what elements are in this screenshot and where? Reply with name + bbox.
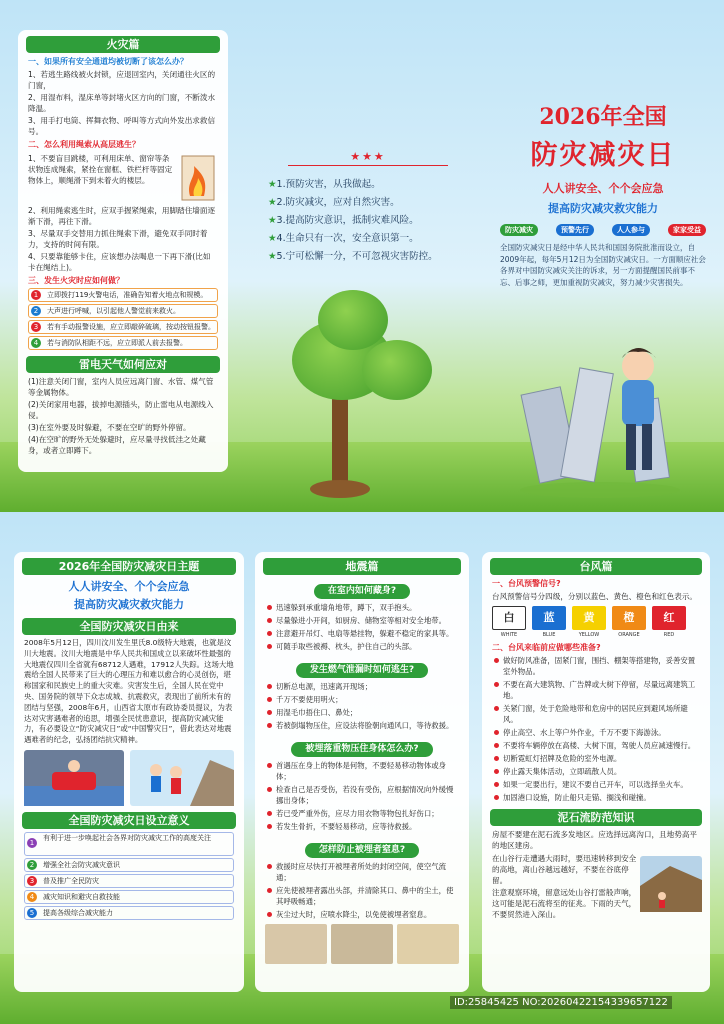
typhoon-signal-en: RED	[663, 632, 675, 638]
typhoon-signal	[612, 606, 646, 638]
meaning-item	[24, 890, 234, 904]
number-badge: 3	[27, 876, 37, 886]
quake-s4: 怎样防止被埋者窒息?	[305, 843, 419, 858]
quake-s4-item: 应先使被埋者露出头部，并清除其口、鼻中的尘土，使其呼吸畅通；	[267, 885, 457, 907]
typhoon-panel	[482, 552, 710, 992]
meaning-item	[24, 874, 234, 888]
origin-panel	[14, 552, 244, 992]
quake-title: 地震篇	[263, 558, 461, 575]
typhoon-signal	[652, 606, 686, 638]
quake-illustrations	[265, 924, 459, 964]
fire-q1-item: 2、用湿布料，湿床单等封堵火区方向的门窗，不断泼水降温。	[28, 93, 216, 113]
typhoon-q2-item: 如果一定要出行，建议不要自己开车，可以选择坐火车。	[494, 779, 698, 790]
quake-s3-wrap	[255, 736, 469, 757]
fire-q1-item: 1、若逃生路线被火封锁，应退回室内，关闭通往火区的门窗，	[28, 70, 216, 90]
cover-sub1: 人人讲安全、个个会应急	[542, 182, 664, 195]
typhoon-signal	[492, 606, 526, 638]
typhoon-q2-item: 加固港口设施，防止船只走锚、搁浅和碰撞。	[494, 792, 698, 803]
typhoon-q2-item: 切断霓虹灯招牌及危险的室外电源。	[494, 753, 698, 764]
fire-q3-text: 若有手动报警设施，应立即敲碎破璃，按动按钮报警。	[47, 323, 215, 331]
tree-crown	[318, 290, 388, 350]
quake-s3-item: 若已受严重外伤，应尽力用衣物等物包扎好伤口；	[267, 808, 457, 819]
typhoon-q2-item: 不要在高大建筑物、广告牌或大树下停留，尽量远离建筑工地。	[494, 679, 698, 701]
meaning-item	[24, 858, 234, 872]
typhoon-signal-en: WHITE	[500, 632, 518, 638]
cover-year-title: 2026年全国	[539, 104, 667, 130]
number-badge: 2	[27, 860, 37, 870]
typhoon-q2-item: 停止高空、水上等户外作业，千万不要下海游泳。	[494, 727, 698, 738]
origin-illustrations	[24, 750, 234, 806]
earthquake-kids-illustration	[130, 750, 234, 806]
typhoon-signal-en: ORANGE	[618, 632, 640, 638]
thunder-item: (1)注意关闭门窗，室内人员应远离门窗、水管、煤气管等金属物体。	[28, 377, 214, 397]
typhoon-signal-en: BLUE	[542, 632, 556, 638]
slogan-item	[268, 176, 468, 194]
thunder-item: (3)在室外要及时躲避，不要在空旷的野外停留。	[28, 423, 191, 432]
quake-s1-item: 迅速躲到承重墙角地带，蹲下，双手抱头。	[267, 602, 457, 613]
thunder-item: (4)在空旷的野外无处躲避时，应尽量寻找低洼之处藏身，或者立即蹲下。	[28, 435, 206, 455]
mudslide-text: 在山谷行走遭遇大雨时，要迅速转移到安全的高地，离山谷越远越好，不要在谷底停留。	[492, 854, 637, 885]
fire-q2-item: 4、只要靠能够卡住，应该想办法喝息一下再下滑(比如卡在绳结上)。	[28, 252, 211, 272]
cover-main-title: 防灾减灾日	[530, 140, 676, 171]
fire-q1-item: 3、用手打电筒、挥舞衣物、呼叫等方式向外发出求救信号。	[28, 116, 216, 136]
quake-s1-item: 注意避开吊灯、电扇等悬挂物，躲避不稳定的家具等。	[267, 628, 457, 639]
star-icon: ★	[268, 233, 277, 244]
quake-s1-item: 尽量躲进小开间，如厨房、储物室等相对安全地带。	[267, 615, 457, 626]
fire-q3-item	[28, 288, 218, 302]
quake-s1-item: 可随手取些被褥、枕头，护住自己的头部。	[267, 641, 457, 652]
cover-tag: 人人参与	[612, 224, 650, 236]
quake-s4-wrap	[255, 837, 469, 858]
quake-s2-item: 切断总电源，迅速离开现场；	[267, 681, 457, 692]
slogan-item	[268, 248, 468, 266]
slogan-text: 1.预防灾害，从我做起。	[276, 179, 381, 190]
star-icon: ★	[268, 179, 277, 190]
typhoon-q1-text: 台风预警信号分四级，分别以蓝色、黄色、橙色和红色表示。	[492, 592, 698, 601]
slogan-list	[268, 176, 468, 266]
quake-s3-item: 首遇压在身上的物体是何物，不要轻易移动物体或身体；	[267, 760, 457, 782]
cover-tags	[500, 224, 706, 236]
fire-q2: 二、怎么利用绳索从高层逃生？	[28, 140, 140, 149]
typhoon-q1: 一、台风预警信号?	[492, 579, 561, 588]
typhoon-signal-en: YELLOW	[578, 632, 600, 638]
typhoon-signal-label: 红	[652, 606, 686, 630]
slogan-item	[268, 212, 468, 230]
cover-sub2: 提高防灾减灾救灾能力	[548, 202, 658, 215]
quake-scene-3	[397, 924, 459, 964]
origin-text: 2008年5月12日，四川汶川发生里氏8.0级特大地震，也就是汶川大地震。汶川大地震是中华人民共和国成立以来破坏性最强的大地震仅四川全省就有68712人遇难，17912人失踪。这场大地震给全国人民带来了巨大的心理压力和难以愈合的心灵创伤，堪称国家和民族史上的重大灾难。灾害发生后，全国人民在党中央、国务院的领导下众志成城、抗震救灾，表现出了前所未有的团结与坚强，2008年6月，山西省太原市有政协委员提议，为表达对灾害遇难者的追思，增强全民忧患意识，提高防灾减灾能力，有必要设立“防灾减灾日”或“中国警灾日”，借此表达对地震遇难者的纪念，弘扬团结抗灾精神。	[24, 638, 234, 745]
meaning-text: 普及推广全民防灾	[43, 876, 99, 885]
typhoon-q2-item: 关紧门窗，处于危险地带和危房中的居民应到避风场所避风。	[494, 703, 698, 725]
quake-s2-item: 千万不要使用明火；	[267, 694, 457, 705]
number-badge: 3	[31, 322, 41, 332]
theme-title: 2026年全国防灾减灾日主题	[22, 558, 236, 575]
fire-q2-item: 1、不要盲目跳楼，可利用床单、窗帘等条状物连成绳索，紧拴在窗框、铁栏杆等固定物体上，顺绳滑下到未着火的楼层。	[28, 154, 173, 185]
quake-s3-item: 检查自己是否受伤，若没有受伤，应根据情况向外缓慢挪出身体；	[267, 784, 457, 806]
theme-line1: 人人讲安全、个个会应急	[68, 580, 190, 593]
quake-panel	[255, 552, 469, 992]
typhoon-signal-label: 黄	[572, 606, 606, 630]
fire-q1: 一、如果所有安全通道均被切断了该怎么办？	[28, 57, 188, 66]
number-badge: 4	[27, 892, 37, 902]
fire-q3-text: 立即拨打119火警电话，准确告知着火地点和规模。	[47, 291, 208, 299]
star-icon: ★	[268, 251, 277, 262]
slogan-stars: ★★★	[350, 150, 386, 163]
mudslide-illustration	[640, 856, 702, 912]
quake-s3: 被埋落重物压住身体怎么办?	[291, 742, 432, 757]
fire-q3-item	[28, 336, 218, 350]
slogan-text: 4.生命只有一次，安全意识第一。	[276, 233, 419, 244]
typhoon-signal	[572, 606, 606, 638]
slogan-panel	[268, 150, 468, 266]
fire-q3: 三、发生火灾时应如何做？	[28, 276, 124, 285]
cover-panel	[496, 100, 710, 288]
meaning-item	[24, 906, 234, 920]
fire-q3-text: 大声进行呼喊，以引起他人警觉前来救火。	[47, 307, 180, 315]
number-badge: 1	[31, 290, 41, 300]
meaning-item	[24, 832, 234, 856]
number-badge: 2	[31, 306, 41, 316]
quake-s1: 在室内如何藏身?	[314, 584, 410, 599]
quake-s4-item: 灰尘过大时，应喷水降尘，以免使被埋者窒息。	[267, 909, 457, 920]
tree-soil	[310, 480, 370, 498]
meaning-text: 有利于进一步唤起社会各界对防灾减灾工作的高度关注	[43, 833, 211, 842]
fire-illustration	[176, 152, 220, 204]
typhoon-title: 台风篇	[490, 558, 702, 575]
quake-s3-item: 若发生骨折，不要轻易移动，应等待救援。	[267, 821, 457, 832]
inner-sheet	[0, 512, 724, 1024]
running-boy-illustration	[510, 330, 690, 500]
thunder-item: (2)关闭家用电器，拔掉电源插头，防止雷电从电源线入侵。	[28, 400, 214, 420]
slogan-text: 3.提高防灾意识，抵制灾难风险。	[276, 215, 419, 226]
meaning-title: 全国防灾减灾日设立意义	[22, 812, 236, 829]
fire-q2-item: 2、利用绳索逃生时，应双手握紧绳索，用脚踏住墙面逐渐下滑，再往下滑。	[28, 206, 216, 226]
quake-s4-item: 救援时应尽快打开被埋者所处的封闭空间，使空气流通；	[267, 861, 457, 883]
slogan-item	[268, 230, 468, 248]
origin-title: 全国防灾减灾日由来	[22, 618, 236, 635]
meaning-text: 增强全社会防灾减灾意识	[43, 860, 120, 869]
typhoon-signal	[532, 606, 566, 638]
quake-scene-1	[265, 924, 327, 964]
fire-q3-item	[28, 320, 218, 334]
fire-q3-item	[28, 304, 218, 318]
fire-q3-text: 若与消防队相距不远，应立即派人前去报警。	[47, 339, 187, 347]
tree-crown	[362, 340, 432, 400]
fire-title: 火灾篇	[26, 36, 220, 53]
typhoon-signals	[492, 606, 700, 638]
meaning-text: 减灾知识和避灾自救技能	[43, 892, 120, 901]
cover-tag: 预警先行	[556, 224, 594, 236]
quake-s1-wrap	[255, 578, 469, 599]
star-icon: ★	[268, 215, 277, 226]
quake-s2-item: 用湿毛巾捂住口、鼻处；	[267, 707, 457, 718]
mudslide-title: 泥石流防范知识	[490, 809, 702, 826]
mudslide-text: 注意观察环境，留意远处山谷打雷般声响，这可能是泥石流将至的征兆。下雨的天气，不要贸然进入深山。	[492, 888, 637, 919]
cover-tag: 家家受益	[668, 224, 706, 236]
quake-s2-wrap	[255, 657, 469, 678]
fire-q2-item: 3、尽量双手交替用力抓住绳索下滑，避免双手同时着力，支持的时间有限。	[28, 229, 208, 249]
typhoon-q2: 二、台风来临前应做哪些准备?	[492, 643, 601, 652]
quake-scene-2	[331, 924, 393, 964]
quake-s2-item: 若被倒塌物压住，应设法将脸朝向通风口，等待救援。	[267, 720, 457, 731]
slogan-text: 2.防灾减灾，应对自然灾害。	[276, 197, 400, 208]
cover-tag: 防灾减灾	[500, 224, 538, 236]
star-icon: ★	[268, 197, 277, 208]
meaning-text: 提高各级综合减灾能力	[43, 908, 113, 917]
typhoon-signal-label: 橙	[612, 606, 646, 630]
typhoon-signal-label: 白	[492, 606, 526, 630]
slogan-item	[268, 194, 468, 212]
typhoon-q2-item: 做好防风准备，固紧门窗，围挡、棚架等搭建物，妥善安置室外物品。	[494, 655, 698, 677]
slogan-divider	[288, 165, 448, 166]
typhoon-q2-item: 停止露天集体活动，立即疏散人员。	[494, 766, 698, 777]
mudslide-text: 房屋不要建在泥石流多发地区。应选择远离沟口，且地势高平的地区建房。	[492, 830, 698, 850]
number-badge: 1	[27, 838, 37, 848]
thunder-title: 雷电天气如何应对	[26, 356, 220, 373]
watermark: ID:25845425 NO:20260422154339657122	[450, 996, 672, 1009]
slogan-text: 5.宁可松懈一分，不可忽视灾害防控。	[276, 251, 438, 262]
theme-line2: 提高防灾减灾救灾能力	[74, 598, 184, 611]
flood-car-illustration	[24, 750, 124, 806]
typhoon-q2-item: 不要将车辆停放在高楼、大树下面，驾驶人员应减速慢行。	[494, 740, 698, 751]
number-badge: 4	[31, 338, 41, 348]
quake-s2: 发生燃气泄漏时如何逃生?	[296, 663, 428, 678]
typhoon-signal-label: 蓝	[532, 606, 566, 630]
number-badge: 5	[27, 908, 37, 918]
cover-intro: 全国防灾减灾日是经中华人民共和国国务院批准而设立，自2009年起，每年5月12日为全国防灾减灾日。一方面顺应社会各界对中国防灾减灾关注的诉求，另一方面提醒国民前事不忘、后事之师，更加重视防灾减灾，努力减少灾害损失。	[500, 243, 706, 287]
fire-panel	[18, 30, 228, 472]
